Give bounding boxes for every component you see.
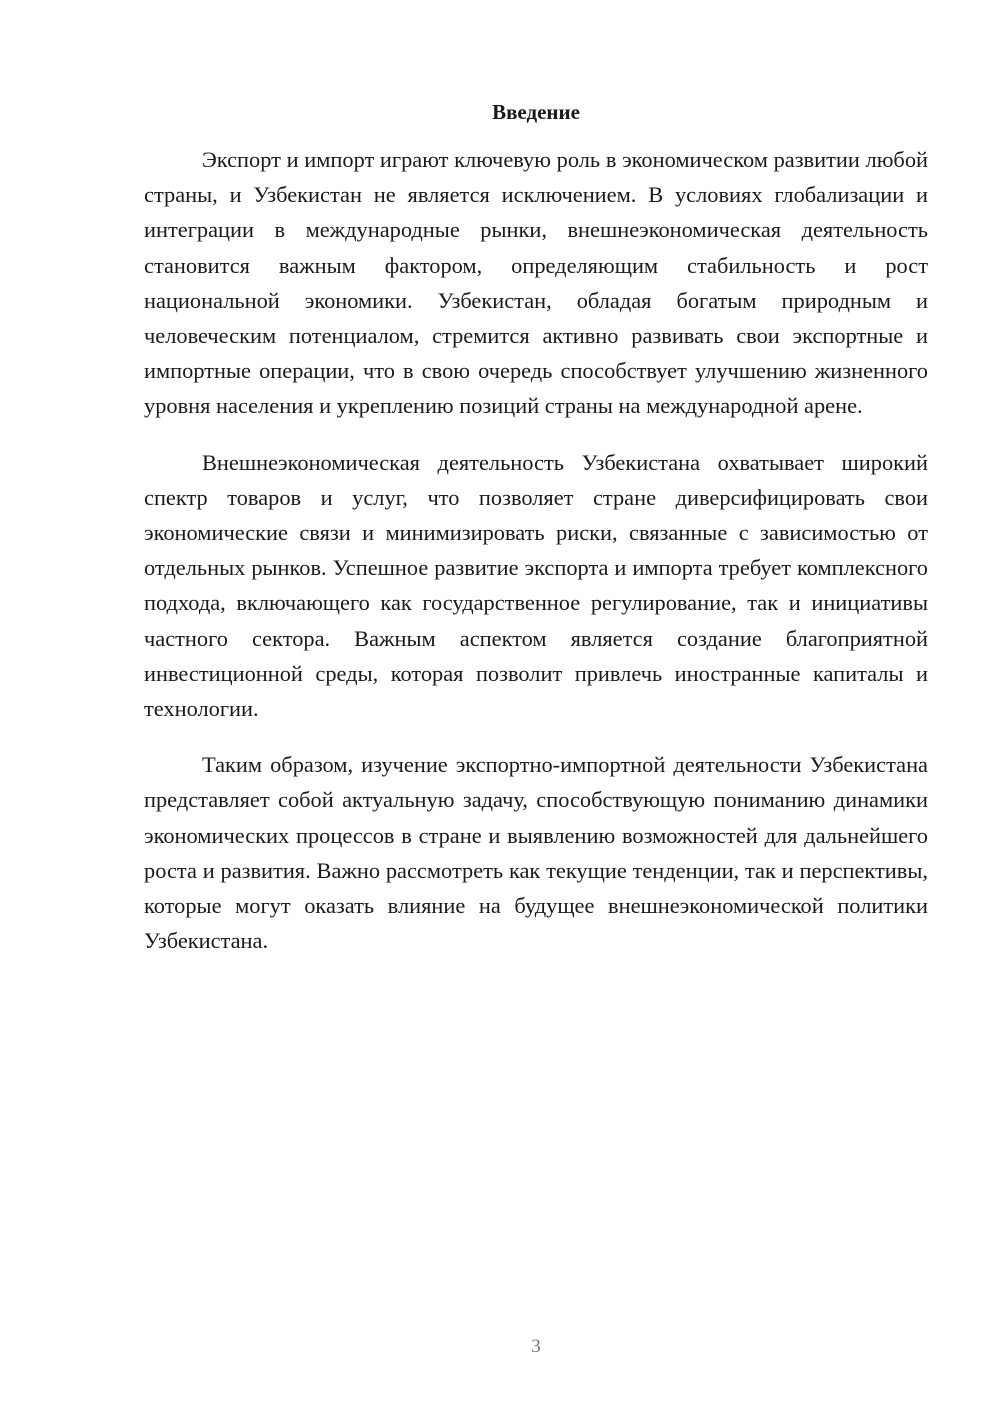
page-title: Введение: [492, 100, 580, 124]
paragraph-1: Экспорт и импорт играют ключевую роль в экономическом развитии любой страны, и Узбекистан не является исключением. В условиях глобализации и интеграции в международные рынки, внешнеэкономическая деятельность становится важным фактором, определяющим стабильность и рост национальной экономики. Узбекистан, обладая богатым природным и человеческим потенциалом, стремится активно развивать свои экспортные и импортные операции, что в свою очередь способствует улучшению жизненного уровня населения и укреплению позиций страны на международной арене.: [144, 147, 928, 419]
paragraph-2: Внешнеэкономическая деятельность Узбекистана охватывает широкий спектр товаров и услуг, что позволяет стране диверсифицировать свои экономические связи и минимизировать риски, связанные с зависимостью от отдельных рынков. Успешное развитие экспорта и импорта требует комплексного подхода, включающего как государственное регулирование, так и инициативы частного сектора. Важным аспектом является создание благоприятной инвестиционной среды, которая позволит привлечь иностранные капиталы и технологии.: [144, 449, 928, 722]
document-body: [144, 142, 928, 979]
page-number: 3: [531, 1336, 541, 1357]
paragraph-3: Таким образом, изучение экспортно-импортной деятельности Узбекистана представляет собой актуальную задачу, способствующую пониманию динамики экономических процессов в стране и выявлению возможностей для дальнейшего роста и развития. Важно рассмотреть как текущие тенденции, так и перспективы, которые могут оказать влияние на будущее внешнеэкономической политики Узбекистана.: [144, 752, 928, 954]
